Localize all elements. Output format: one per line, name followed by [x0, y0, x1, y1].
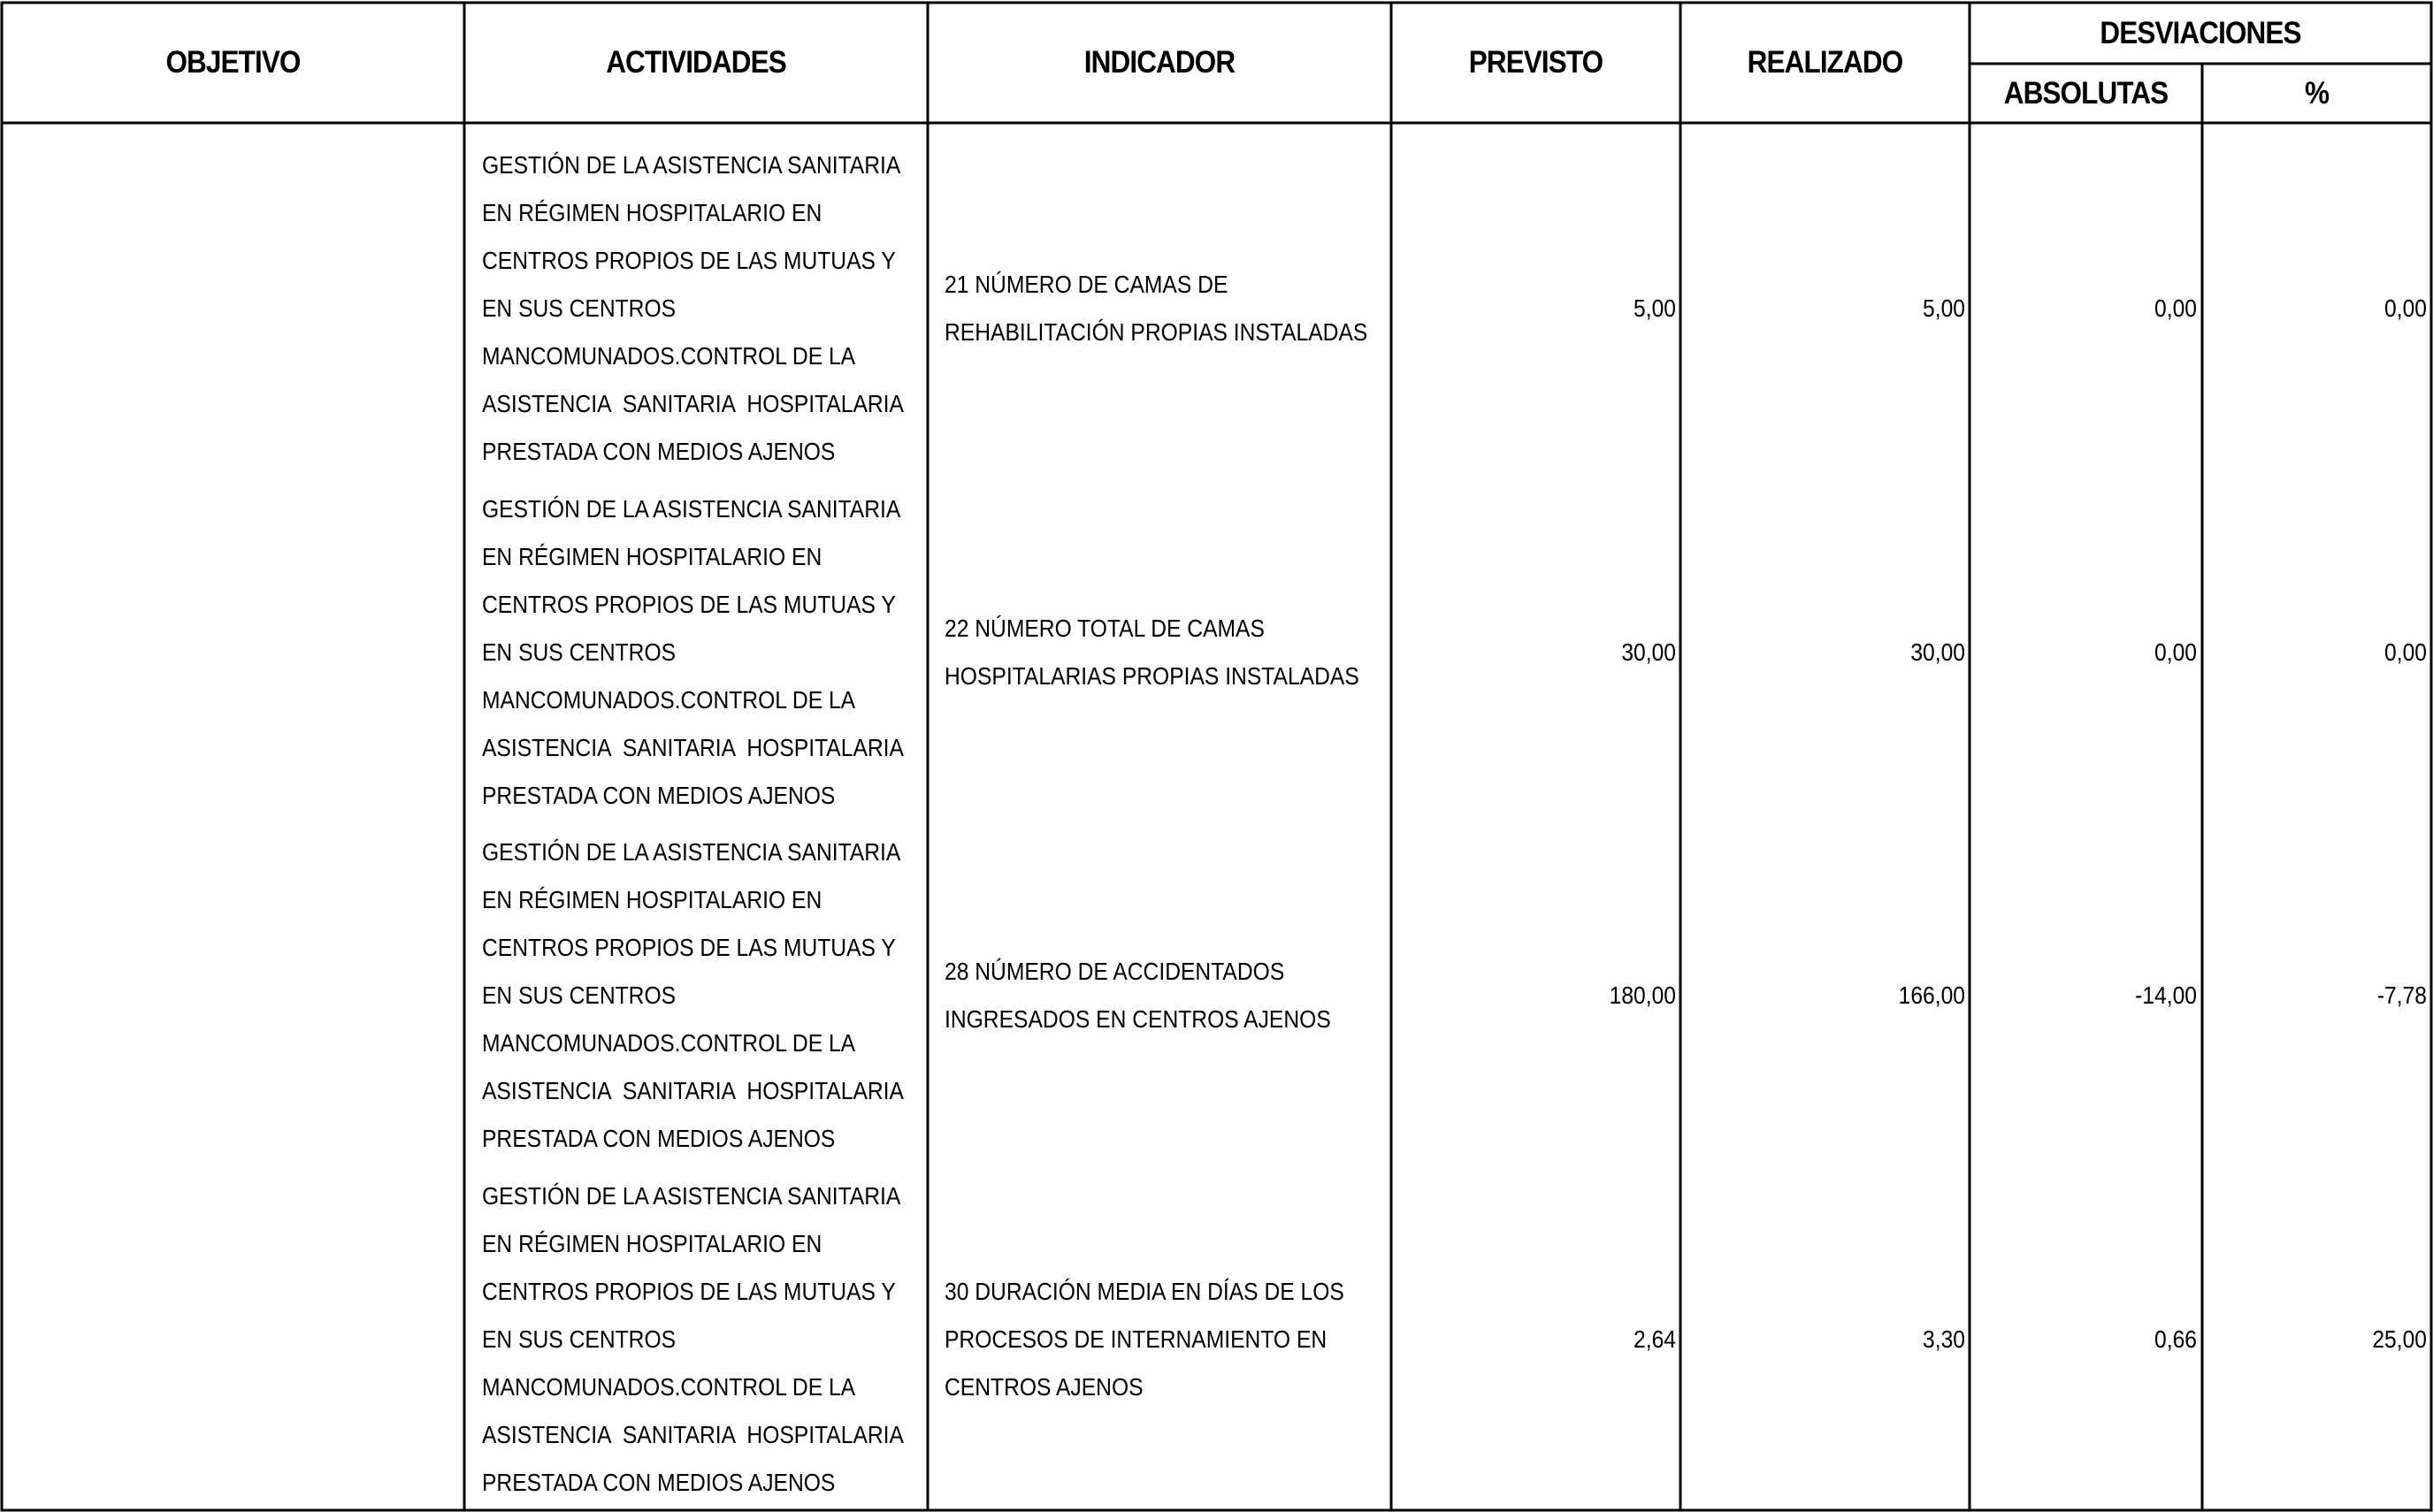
- actividad-line: MANCOMUNADOS.CONTROL DE LA: [482, 686, 856, 714]
- realizado-value: 3,30: [1923, 1325, 1965, 1353]
- actividad-line: EN SUS CENTROS: [482, 1325, 677, 1353]
- indicador-cell: [945, 485, 1359, 820]
- actividad-cell: [482, 1172, 904, 1507]
- indicador-line: INGRESADOS EN CENTROS AJENOS: [945, 1005, 1331, 1033]
- actividad-cell: [482, 485, 904, 820]
- indicador-cell: [945, 1172, 1344, 1507]
- actividad-cell: [482, 141, 904, 476]
- indicador-line: 28 NÚMERO DE ACCIDENTADOS: [945, 958, 1285, 985]
- indicador-cell: [945, 141, 1367, 476]
- header-absolutas: ABSOLUTAS: [2003, 75, 2169, 111]
- actividad-line: EN RÉGIMEN HOSPITALARIO EN: [482, 886, 822, 913]
- actividad-line: EN SUS CENTROS: [482, 294, 677, 322]
- realizado-value: 5,00: [1923, 294, 1965, 322]
- actividad-line: CENTROS PROPIOS DE LAS MUTUAS Y: [482, 1278, 896, 1305]
- header-realizado: REALIZADO: [1747, 45, 1903, 80]
- indicador-line: 21 NÚMERO DE CAMAS DE: [945, 271, 1228, 298]
- porcentaje-value: 0,00: [2384, 294, 2427, 322]
- actividad-line: GESTIÓN DE LA ASISTENCIA SANITARIA: [482, 495, 901, 523]
- actividad-line: EN SUS CENTROS: [482, 981, 677, 1009]
- actividad-line: PRESTADA CON MEDIOS AJENOS: [482, 438, 836, 465]
- header-actividades: ACTIVIDADES: [606, 45, 786, 80]
- realizado-value: 166,00: [1898, 981, 1965, 1009]
- header-porcentaje: %: [2304, 75, 2330, 111]
- actividad-line: CENTROS PROPIOS DE LAS MUTUAS Y: [482, 247, 896, 274]
- porcentaje-value: -7,78: [2376, 981, 2427, 1009]
- header-desviaciones: DESVIACIONES: [2100, 15, 2301, 50]
- indicador-line: CENTROS AJENOS: [945, 1373, 1144, 1401]
- actividad-line: PRESTADA CON MEDIOS AJENOS: [482, 782, 836, 809]
- realizado-value: 30,00: [1910, 638, 1965, 666]
- absolutas-value: -14,00: [2135, 981, 2197, 1009]
- actividad-line: CENTROS PROPIOS DE LAS MUTUAS Y: [482, 591, 896, 618]
- actividad-line: GESTIÓN DE LA ASISTENCIA SANITARIA: [482, 1182, 901, 1210]
- indicador-line: REHABILITACIÓN PROPIAS INSTALADAS: [945, 318, 1368, 346]
- actividad-line: GESTIÓN DE LA ASISTENCIA SANITARIA: [482, 838, 901, 866]
- actividad-line: ASISTENCIA SANITARIA HOSPITALARIA: [482, 734, 904, 761]
- indicador-line: HOSPITALARIAS PROPIAS INSTALADAS: [945, 662, 1359, 690]
- actividad-line: EN RÉGIMEN HOSPITALARIO EN: [482, 1230, 822, 1257]
- actividad-line: CENTROS PROPIOS DE LAS MUTUAS Y: [482, 934, 896, 961]
- actividad-cell: [482, 829, 904, 1163]
- indicador-line: 22 NÚMERO TOTAL DE CAMAS: [945, 615, 1265, 642]
- absolutas-value: 0,00: [2154, 638, 2197, 666]
- absolutas-value: 0,66: [2154, 1325, 2197, 1353]
- previsto-value: 30,00: [1621, 638, 1676, 666]
- previsto-value: 180,00: [1609, 981, 1676, 1009]
- actividad-line: ASISTENCIA SANITARIA HOSPITALARIA: [482, 1077, 904, 1104]
- actividad-line: EN RÉGIMEN HOSPITALARIO EN: [482, 199, 822, 226]
- previsto-value: 5,00: [1633, 294, 1676, 322]
- actividad-line: ASISTENCIA SANITARIA HOSPITALARIA: [482, 1421, 904, 1448]
- previsto-value: 2,64: [1633, 1325, 1676, 1353]
- actividad-line: MANCOMUNADOS.CONTROL DE LA: [482, 342, 856, 370]
- header-indicador: INDICADOR: [1083, 45, 1236, 80]
- actividad-line: EN SUS CENTROS: [482, 638, 677, 666]
- indicador-line: 30 DURACIÓN MEDIA EN DÍAS DE LOS: [945, 1278, 1344, 1305]
- header-objetivo: OBJETIVO: [165, 45, 301, 80]
- indicador-line: PROCESOS DE INTERNAMIENTO EN: [945, 1325, 1327, 1353]
- actividad-line: GESTIÓN DE LA ASISTENCIA SANITARIA: [482, 151, 901, 179]
- header-previsto: PREVISTO: [1468, 45, 1603, 80]
- indicador-cell: [945, 829, 1331, 1163]
- actividad-line: PRESTADA CON MEDIOS AJENOS: [482, 1125, 836, 1152]
- actividad-line: EN RÉGIMEN HOSPITALARIO EN: [482, 543, 822, 570]
- actividad-line: MANCOMUNADOS.CONTROL DE LA: [482, 1373, 856, 1401]
- porcentaje-value: 0,00: [2384, 638, 2427, 666]
- absolutas-value: 0,00: [2154, 294, 2197, 322]
- porcentaje-value: 25,00: [2372, 1325, 2427, 1353]
- actividad-line: MANCOMUNADOS.CONTROL DE LA: [482, 1029, 856, 1057]
- actividad-line: ASISTENCIA SANITARIA HOSPITALARIA: [482, 390, 904, 417]
- actividad-line: PRESTADA CON MEDIOS AJENOS: [482, 1469, 836, 1496]
